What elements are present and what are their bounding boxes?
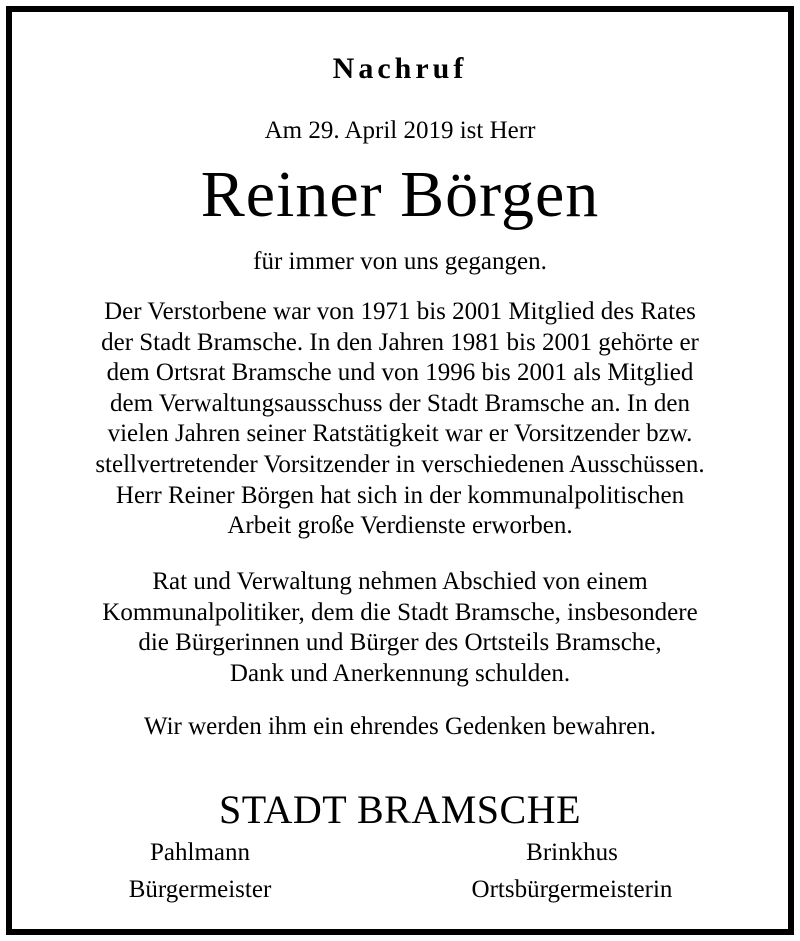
after-name-line: für immer von uns gegangen.	[253, 248, 547, 275]
signatory-name: Brinkhus	[526, 839, 618, 866]
text-line: dem Ortsrat Bramsche und von 1996 bis 2001 als Mitglied	[106, 359, 694, 387]
obituary-notice	[6, 6, 794, 935]
notice-heading: Nachruf	[332, 52, 468, 85]
deceased-name: Reiner Börgen	[200, 158, 600, 231]
text-line: Kommunalpolitiker, dem die Stadt Bramsche, insbesondere	[102, 598, 698, 626]
signatory-name: Pahlmann	[150, 839, 250, 866]
organization-name: STADT BRAMSCHE	[218, 787, 582, 832]
text-line: der Stadt Bramsche. In den Jahren 1981 bis 2001 gehörte er	[101, 328, 699, 356]
text-line: Der Verstorbene war von 1971 bis 2001 Mitglied des Rates	[104, 298, 696, 325]
closing-line: Wir werden ihm ein ehrendes Gedenken bewahren.	[144, 713, 656, 740]
signatory-right	[442, 834, 702, 908]
text-line: Dank und Anerkennung schulden.	[229, 659, 571, 687]
text-line: Herr Reiner Börgen hat sich in der kommunalpolitischen	[115, 481, 685, 509]
text-line: dem Verwaltungsausschuss der Stadt Bramsche an. In den	[110, 389, 690, 417]
signatory-role: Ortsbürgermeisterin	[471, 876, 673, 903]
signatory-role: Bürgermeister	[128, 876, 272, 903]
text-line: Rat und Verwaltung nehmen Abschied von einem	[152, 568, 648, 595]
signatory-left	[95, 834, 305, 908]
intro-line: Am 29. April 2019 ist Herr	[264, 117, 536, 144]
text-line: stellvertretender Vorsitzender in verschiedenen Ausschüssen.	[95, 450, 705, 478]
text-line: die Bürgerinnen und Bürger des Ortsteils Bramsche,	[138, 629, 662, 657]
paragraph-career	[12, 297, 788, 542]
text-line: vielen Jahren seiner Ratstätigkeit war er Vorsitzender bzw.	[107, 420, 693, 448]
paragraph-farewell	[12, 567, 788, 689]
text-line: Arbeit große Verdienste erworben.	[227, 512, 573, 540]
